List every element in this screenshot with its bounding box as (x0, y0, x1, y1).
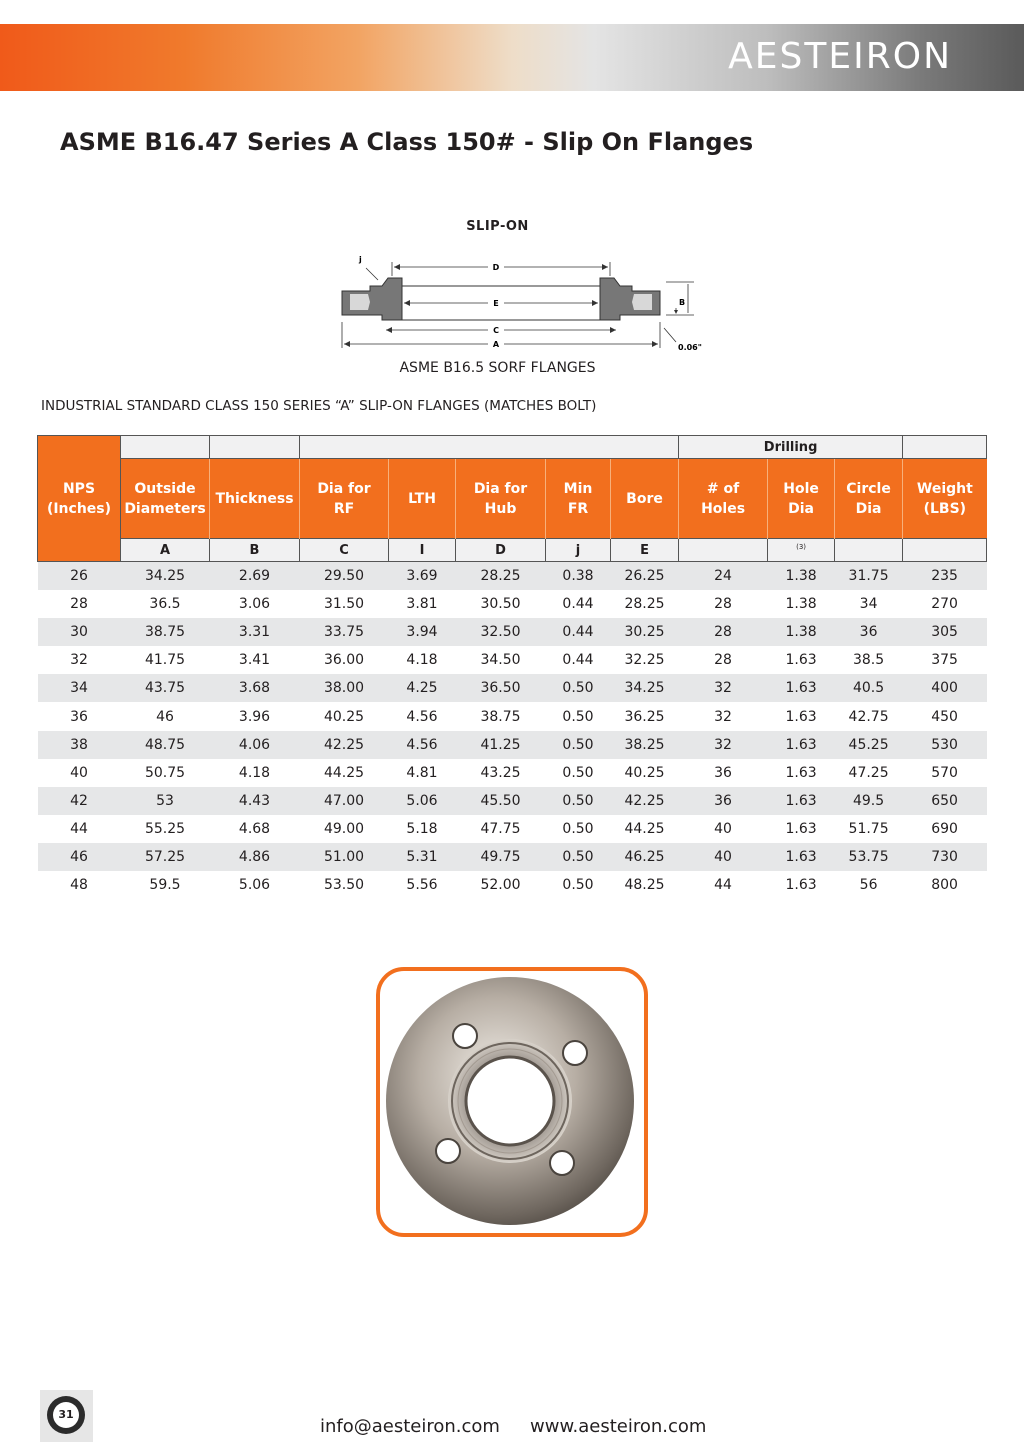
table-cell: 4.43 (210, 787, 300, 815)
symbol-j: j (546, 539, 611, 562)
table-cell: 5.06 (389, 787, 456, 815)
table-cell: 47.00 (300, 787, 389, 815)
symbol-i: I (389, 539, 456, 562)
table-cell: 40 (714, 820, 732, 837)
table-row (38, 618, 987, 646)
table-cell: 42.75 (848, 708, 889, 725)
table-cell: 0.50 (562, 877, 594, 894)
symbol-e: E (611, 539, 679, 562)
table-row (38, 674, 987, 702)
footer-website-link[interactable]: www.aesteiron.com (530, 1416, 707, 1437)
table-cell: 44.25 (624, 820, 665, 837)
table-row (38, 731, 987, 759)
table-cell: 3.96 (238, 708, 271, 725)
table-cell: 36.00 (323, 652, 365, 669)
table-cell: 49.00 (323, 820, 365, 837)
table-cell: 28.25 (624, 596, 665, 613)
table-cell: 38.5 (852, 652, 885, 669)
table-cell: 38.25 (611, 731, 679, 759)
table-cell: 29.50 (300, 562, 389, 591)
table-cell: 2.69 (210, 562, 300, 591)
table-cell: 5.56 (406, 877, 438, 894)
table-cell: 3.68 (210, 674, 300, 702)
table-cell: 4.86 (210, 843, 300, 871)
header-bore: Bore (611, 459, 679, 539)
table-cell: 33.75 (300, 618, 389, 646)
table-cell: 53 (121, 787, 210, 815)
table-cell: 44 (70, 820, 88, 837)
table-cell: 28 (679, 618, 768, 646)
table-cell: 52.00 (480, 877, 521, 894)
table-cell: 1.63 (785, 708, 817, 725)
table-cell: 30 (38, 618, 121, 646)
header-thickness: Thickness (210, 459, 300, 539)
table-cell: 46.25 (611, 843, 679, 871)
table-cell: 570 (931, 764, 958, 781)
table-cell: 5.31 (389, 843, 456, 871)
table-cell: 44.25 (323, 764, 365, 781)
page-badge (40, 1390, 93, 1442)
table-cell: 1.38 (768, 618, 835, 646)
header-blank (121, 436, 210, 459)
table-cell: 40.5 (835, 674, 903, 702)
header-lth: LTH (389, 459, 456, 539)
table-cell: 47.75 (480, 820, 521, 837)
table-cell: 45.25 (835, 731, 903, 759)
table-cell: 1.63 (785, 820, 817, 837)
table-row (38, 646, 987, 674)
table-cell: 0.44 (562, 596, 594, 613)
table-cell: 305 (903, 618, 987, 646)
header-circle-dia: Circle Dia (835, 459, 903, 539)
table-cell: 24 (679, 562, 768, 591)
table-cell: 31.50 (323, 596, 365, 613)
table-cell: 0.50 (562, 764, 594, 781)
table-cell: 1.38 (768, 562, 835, 591)
table-cell: 730 (903, 843, 987, 871)
table-cell: 4.18 (406, 652, 438, 669)
table-cell: 4.18 (238, 764, 271, 781)
header-min-fr: Min FR (546, 459, 611, 539)
header-weight: Weight (LBS) (903, 459, 987, 539)
table-cell: 0.38 (546, 562, 611, 591)
table-cell: 270 (931, 596, 958, 613)
table-cell: 26 (38, 562, 121, 591)
table-cell: 38.75 (480, 708, 521, 725)
table-cell: 32 (679, 674, 768, 702)
table-cell: 34 (38, 674, 121, 702)
table-cell: 530 (903, 731, 987, 759)
diagram-label-radius: 0.06" (678, 343, 702, 352)
header-blank (903, 436, 987, 459)
table-cell: 3.81 (406, 596, 438, 613)
table-cell: 42 (38, 787, 121, 815)
table-cell: 40.25 (323, 708, 365, 725)
table-cell: 34 (859, 596, 878, 613)
table-cell: 0.50 (546, 843, 611, 871)
table-cell: 3.41 (238, 652, 271, 669)
table-cell: 0.50 (546, 731, 611, 759)
table-row (38, 815, 987, 843)
table-cell: 50.75 (144, 764, 186, 781)
table-cell: 38.00 (300, 674, 389, 702)
symbol-b: B (210, 539, 300, 562)
table-cell: 30.50 (480, 596, 521, 613)
flange-spec-table (37, 435, 987, 899)
header-dia-hub: Dia for Hub (456, 459, 546, 539)
table-cell: 46 (38, 843, 121, 871)
diagram-label-c: C (493, 326, 499, 335)
diagram-label-d: D (492, 263, 500, 272)
table-cell: 32.50 (456, 618, 546, 646)
diagram-title: SLIP-ON (466, 219, 529, 234)
table-cell: 40 (679, 843, 768, 871)
table-cell: 235 (903, 562, 987, 591)
brand-logo: AESTEIRON (728, 36, 952, 77)
table-cell: 32 (679, 731, 768, 759)
symbol-d: D (456, 539, 546, 562)
table-cell: 49.75 (456, 843, 546, 871)
table-cell: 1.63 (785, 764, 817, 781)
table-cell: 36 (679, 787, 768, 815)
table-cell: 43.75 (121, 674, 210, 702)
header-holes: # of Holes (679, 459, 768, 539)
table-cell: 34.25 (121, 562, 210, 591)
flange-photo-frame (376, 967, 648, 1237)
table-cell: 40.25 (624, 764, 665, 781)
table-cell: 57.25 (121, 843, 210, 871)
table-cell: 44 (714, 877, 732, 894)
table-cell: 42.25 (300, 731, 389, 759)
symbol-blank (903, 539, 987, 562)
table-cell: 42.25 (611, 787, 679, 815)
table-cell: 36.25 (624, 708, 665, 725)
table-cell: 30.25 (611, 618, 679, 646)
table-cell: 0.50 (562, 708, 594, 725)
diagram-label-e: E (493, 299, 499, 308)
diagram-label-j: j (359, 255, 362, 264)
table-row (38, 871, 987, 899)
table-cell: 28 (70, 596, 88, 613)
symbol-a: A (121, 539, 210, 562)
header-drilling: Drilling (679, 436, 903, 459)
diagram-caption: ASME B16.5 SORF FLANGES (399, 360, 596, 376)
table-cell: 400 (903, 674, 987, 702)
table-cell: 450 (931, 708, 958, 725)
page-number: 31 (53, 1402, 79, 1428)
table-cell: 1.63 (768, 731, 835, 759)
table-cell: 1.63 (785, 877, 817, 894)
table-cell: 3.31 (210, 618, 300, 646)
table-row (38, 590, 987, 618)
table-cell: 47.25 (848, 764, 889, 781)
symbol-blank (679, 539, 768, 562)
table-cell: 56 (859, 877, 878, 894)
table-cell: 26.25 (611, 562, 679, 591)
table-cell: 5.06 (238, 877, 271, 894)
table-cell: 34.25 (611, 674, 679, 702)
table-cell: 4.56 (389, 731, 456, 759)
diagram-label-b: B (679, 298, 686, 307)
symbol-blank (835, 539, 903, 562)
page-title: ASME B16.47 Series A Class 150# - Slip On Flanges (60, 128, 754, 156)
table-cell: 32 (714, 708, 732, 725)
table-cell: 48.25 (624, 877, 665, 894)
table-cell: 41.75 (144, 652, 186, 669)
footer-email-link[interactable]: info@aesteiron.com (320, 1416, 500, 1437)
table-cell: 0.50 (546, 787, 611, 815)
table-cell: 36.5 (149, 596, 181, 613)
table-cell: 31.75 (835, 562, 903, 591)
table-cell: 38 (38, 731, 121, 759)
flange-diagram (330, 250, 720, 360)
table-cell: 51.00 (300, 843, 389, 871)
table-cell: 650 (903, 787, 987, 815)
table-cell: 36 (835, 618, 903, 646)
table-cell: 690 (931, 820, 958, 837)
table-cell: 36 (70, 708, 88, 725)
table-cell: 48.75 (121, 731, 210, 759)
table-cell: 32.25 (624, 652, 665, 669)
table-cell: 34.50 (480, 652, 521, 669)
table-subtitle: INDUSTRIAL STANDARD CLASS 150 SERIES “A” SLIP-ON FLANGES (MATCHES BOLT) (41, 398, 597, 414)
symbol-c: C (300, 539, 389, 562)
table-cell: 0.44 (546, 618, 611, 646)
table-row (38, 787, 987, 815)
table-cell: 1.63 (785, 652, 817, 669)
table-cell: 800 (931, 877, 958, 894)
table-cell: 41.25 (456, 731, 546, 759)
table-cell: 3.69 (389, 562, 456, 591)
table-row (38, 843, 987, 871)
table-cell: 43.25 (480, 764, 521, 781)
table-cell: 1.63 (768, 843, 835, 871)
table-cell: 1.63 (768, 787, 835, 815)
flange-photo (380, 971, 644, 1233)
table-cell: 4.68 (238, 820, 271, 837)
table-cell: 3.06 (238, 596, 271, 613)
table-cell: 32 (70, 652, 88, 669)
table-cell: 0.44 (562, 652, 594, 669)
table-row (38, 562, 987, 591)
table-cell: 36.50 (456, 674, 546, 702)
header-blank (300, 436, 679, 459)
diagram-label-a: A (492, 340, 500, 349)
table-cell: 45.50 (456, 787, 546, 815)
table-cell: 49.5 (835, 787, 903, 815)
table-cell: 40 (70, 764, 88, 781)
table-cell: 0.50 (546, 674, 611, 702)
table-cell: 28 (714, 652, 732, 669)
table-cell: 375 (931, 652, 958, 669)
table-cell: 3.94 (389, 618, 456, 646)
table-cell: 53.75 (835, 843, 903, 871)
table-cell: 48 (70, 877, 88, 894)
header-outside-diameters: Outside Diameters (121, 459, 210, 539)
table-cell: 4.81 (406, 764, 438, 781)
table-cell: 38.75 (121, 618, 210, 646)
bearing-logo-icon (47, 1396, 85, 1434)
table-cell: 28 (714, 596, 732, 613)
table-cell: 55.25 (144, 820, 186, 837)
table-row (38, 759, 987, 787)
table-cell: 5.18 (406, 820, 438, 837)
table-cell: 4.25 (389, 674, 456, 702)
header-hole-dia: Hole Dia (768, 459, 835, 539)
header-nps: NPS (Inches) (38, 436, 121, 562)
table-cell: 36 (714, 764, 732, 781)
table-cell: 4.06 (210, 731, 300, 759)
table-cell: 4.56 (406, 708, 438, 725)
header-blank (210, 436, 300, 459)
table-cell: 1.63 (768, 674, 835, 702)
table-cell: 59.5 (149, 877, 181, 894)
header-dia-rf: Dia for RF (300, 459, 389, 539)
symbol-note: (3) (768, 539, 835, 562)
table-row (38, 702, 987, 730)
table-cell: 1.38 (785, 596, 817, 613)
table-cell: 0.50 (562, 820, 594, 837)
table-cell: 53.50 (323, 877, 365, 894)
table-cell: 46 (156, 708, 174, 725)
table-cell: 28.25 (456, 562, 546, 591)
table-cell: 51.75 (848, 820, 889, 837)
